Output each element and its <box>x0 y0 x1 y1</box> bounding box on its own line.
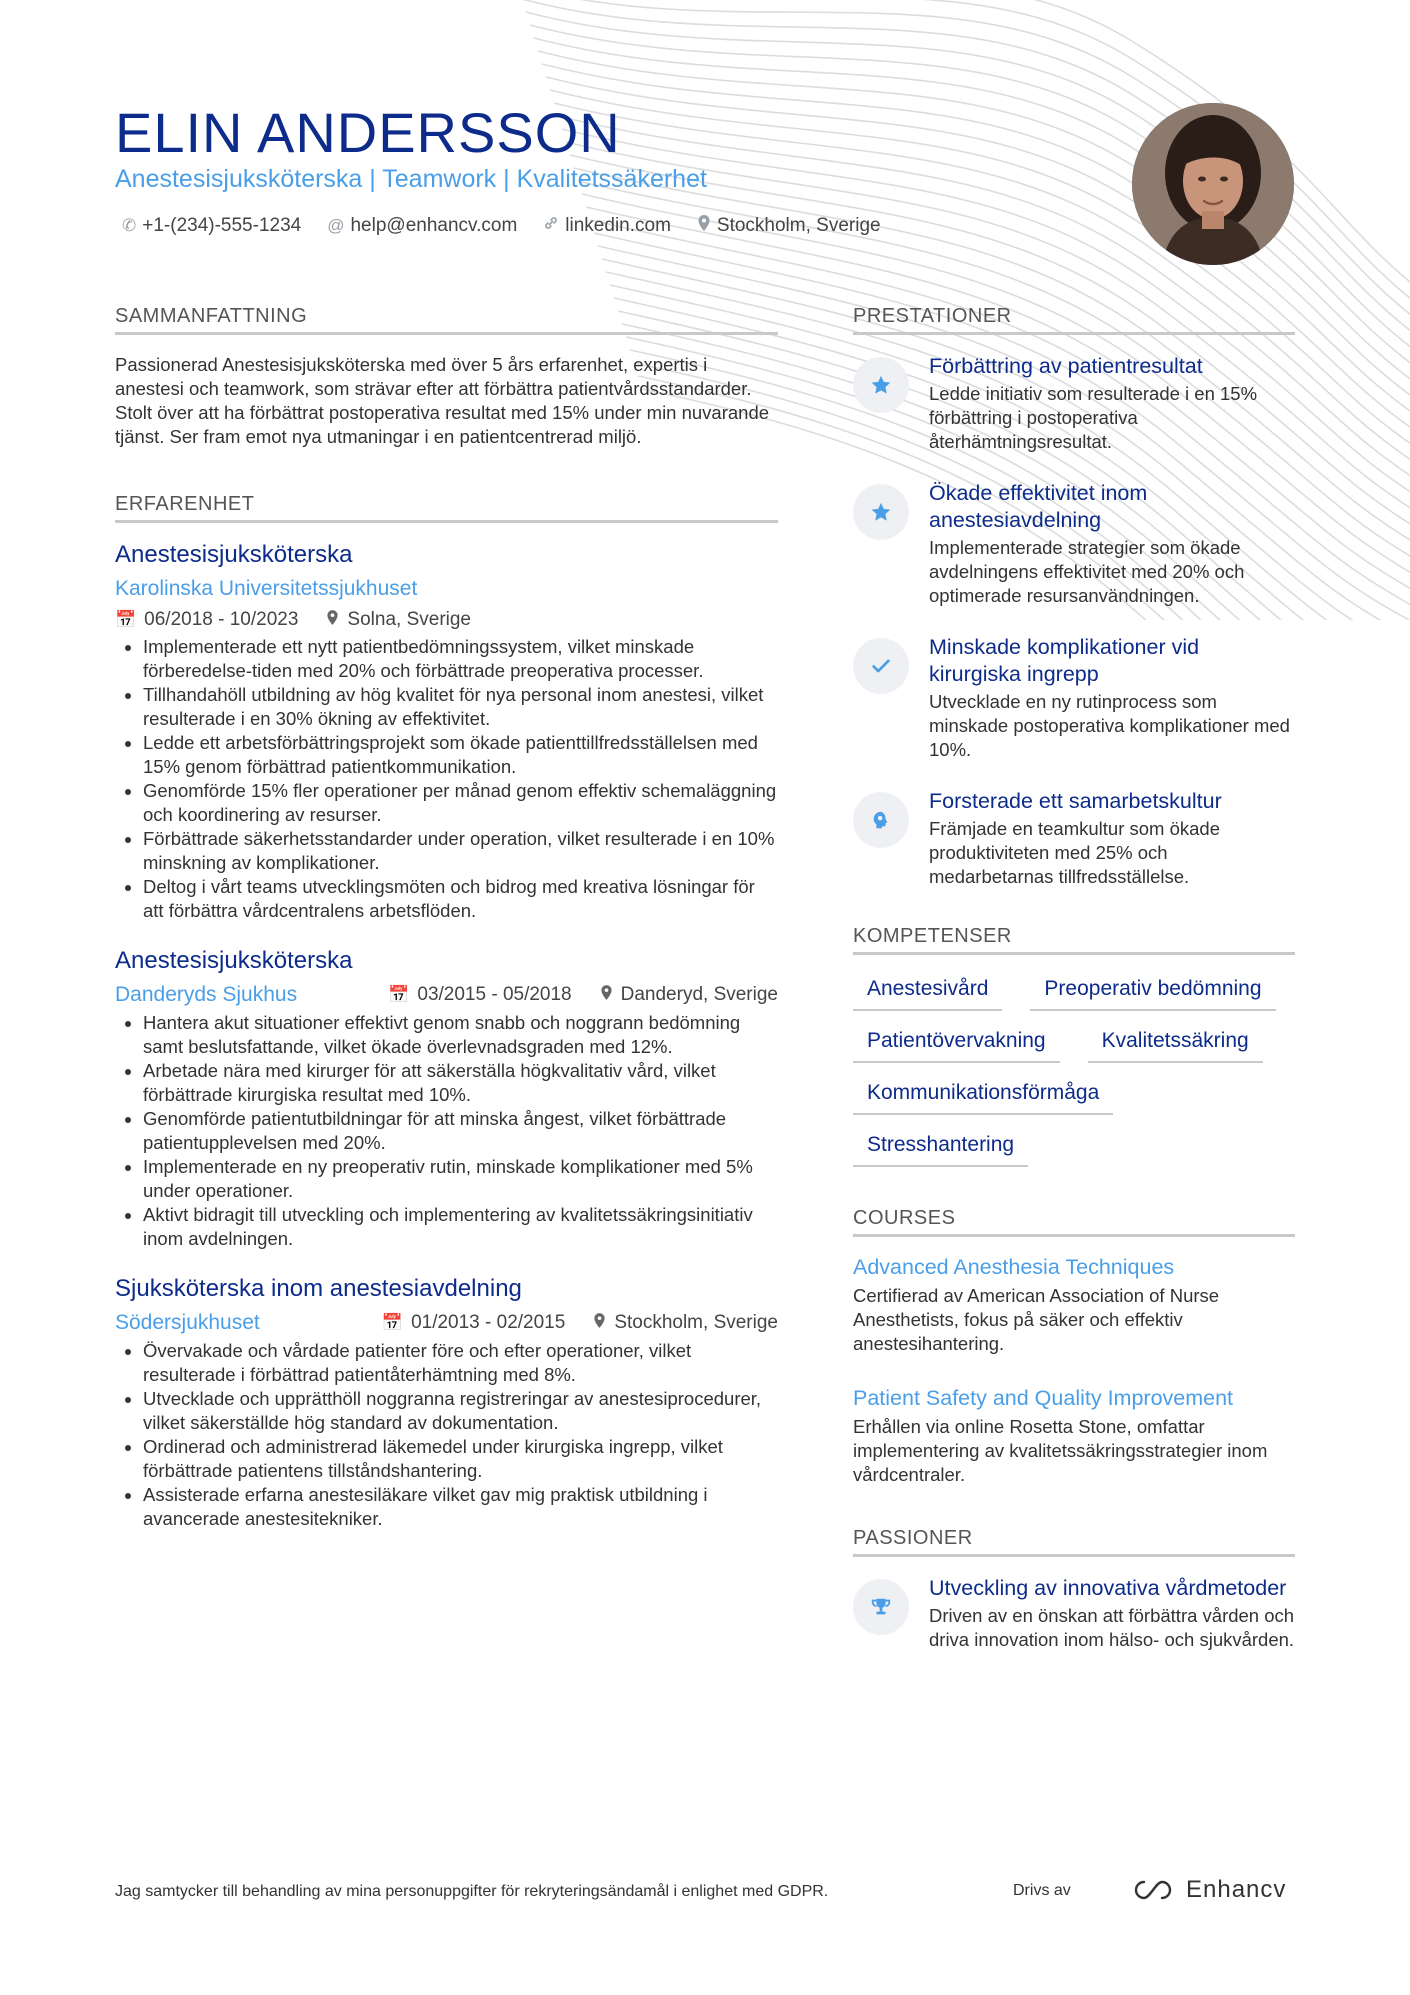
experience-heading: ERFARENHET <box>115 493 778 523</box>
job-bullet: • Aktivt bidragit till utveckling och implementering av kvalitetssäkringsinitiativ inom avdelningen. <box>143 1203 778 1251</box>
job-bullet: • Övervakade och vårdade patienter före och efter operationer, vilket resulterade i förbättrad patientåterhämtning med 8%. <box>143 1339 778 1387</box>
brand-name: Enhancv <box>1186 1876 1287 1903</box>
location-text: Solna, Sverige <box>347 609 471 630</box>
job-location <box>326 609 471 631</box>
item-title: Minskade komplikationer vid kirurgiska ingrepp <box>929 635 1200 686</box>
courses-list <box>853 1255 1295 1487</box>
job-title: Anestesisjuksköterska <box>115 541 353 568</box>
item-body <box>929 788 1295 889</box>
star-icon <box>853 357 909 413</box>
job-bullet: • Implementerade en ny preoperativ rutin, minskade komplikationer med 5% under operationer. <box>143 1155 778 1203</box>
passion-item <box>853 1575 1295 1652</box>
link-icon <box>543 215 559 236</box>
summary-heading: SAMMANFATTNING <box>115 305 778 335</box>
location-pin-icon <box>593 1312 606 1334</box>
linkedin-text: linkedin.com <box>565 214 671 236</box>
course-item <box>853 1386 1295 1487</box>
course-title: Patient Safety and Quality Improvement <box>853 1386 1234 1410</box>
calendar-icon: 📅 <box>115 610 137 629</box>
summary-text: Passionerad Anestesisjuksköterska med över 5 års erfarenhet, expertis i anestesi och teamwork, som strävar efter att förbättra patientvårdsstandarder. Stolt över att ha förbättrat postoperativa resultat med 15% under min nuvarande tjänst. Ser fram emot nya utmaningar i en patientcentrerad miljö. <box>115 354 770 447</box>
check-icon <box>853 638 909 694</box>
job-bullet: • Arbetade nära med kirurger för att säkerställa högkvalitativ vård, vilket förbättrade kirurgiska resultat med 10%. <box>143 1059 778 1107</box>
location-pin-icon <box>697 214 711 237</box>
contact-email[interactable] <box>327 214 517 237</box>
contact-location <box>697 214 881 237</box>
location-text: Danderyd, Sverige <box>620 984 778 1005</box>
infinity-icon <box>1130 1878 1176 1902</box>
job-bullet: • Förbättrade säkerhetsstandarder under operation, vilket resulterade i en 10% minskning av komplikationer. <box>143 827 778 875</box>
candidate-name: ELIN ANDERSSON <box>115 101 621 164</box>
skills-heading: KOMPETENSER <box>853 925 1295 955</box>
candidate-headline: Anestesisjuksköterska | Teamwork | Kvalitetssäkerhet <box>115 165 707 193</box>
item-title: Utveckling av innovativa vårdmetoder <box>929 1576 1287 1600</box>
job-title: Anestesisjuksköterska <box>115 947 353 974</box>
job-meta <box>115 983 778 1007</box>
calendar-icon: 📅 <box>388 985 410 1004</box>
job-bullets <box>115 635 778 923</box>
company-name: Södersjukhuset <box>115 1311 260 1334</box>
item-description: Ledde initiativ som resulterade i en 15% förbättring i postoperativa återhämtningsresultat. <box>929 383 1258 452</box>
passions-list <box>853 1575 1295 1652</box>
job-bullet: • Implementerade ett nytt patientbedömningssystem, vilket minskade förberedelse-tiden med 20% och förbättrade preoperativa processer. <box>143 635 778 683</box>
job-entry <box>115 947 778 1251</box>
item-title: Forsterade ett samarbetskultur <box>929 789 1222 813</box>
item-description: Utvecklade en ny rutinprocess som minskade postoperativa komplikationer med 10%. <box>929 691 1290 760</box>
gdpr-consent: Jag samtycker till behandling av mina personuppgifter för rekryteringsändamål i enlighet med GDPR. <box>115 1883 829 1900</box>
job-dates <box>388 984 571 1006</box>
job-bullets <box>115 1339 778 1531</box>
dates-text: 06/2018 - 10/2023 <box>144 609 299 630</box>
job-meta <box>115 609 778 631</box>
courses-heading: COURSES <box>853 1207 1295 1237</box>
job-bullet: • Hantera akut situationer effektivt genom snabb och noggrann bedömning samt beslutsfattande, vilket ökade överlevnadsgraden med 12%. <box>143 1011 778 1059</box>
job-bullets <box>115 1011 778 1251</box>
brand-logo[interactable] <box>1130 1876 1286 1904</box>
dates-text: 01/2013 - 02/2015 <box>411 1312 566 1333</box>
at-icon: @ <box>327 215 345 235</box>
course-description: Erhållen via online Rosetta Stone, omfattar implementering av kvalitetssäkringsstrategier inom vårdcentraler. <box>853 1416 1268 1485</box>
phone-text: +1-(234)-555-1234 <box>142 214 302 236</box>
course-item <box>853 1255 1295 1356</box>
company-name: Danderyds Sjukhus <box>115 983 298 1006</box>
right-column <box>853 305 1295 1678</box>
item-description: Implementerade strategier som ökade avdelningens effektivitet med 20% och optimerade resursanvändningen. <box>929 537 1245 606</box>
company-name: Karolinska Universitetssjukhuset <box>115 577 418 600</box>
dates-text: 03/2015 - 05/2018 <box>417 984 572 1005</box>
calendar-icon: 📅 <box>381 1313 404 1332</box>
contact-phone[interactable] <box>122 214 301 237</box>
achievement-item <box>853 634 1295 762</box>
course-title: Advanced Anesthesia Techniques <box>853 1255 1175 1279</box>
item-description: Driven av en önskan att förbättra vården och driva innovation inom hälso- och sjukvården. <box>929 1605 1295 1650</box>
job-bullet: • Utvecklade och upprätthöll noggranna registreringar av anestesiprocedurer, vilket säkerställde hög standard av dokumentation. <box>143 1387 778 1435</box>
skill-tag: Kvalitetssäkring <box>1088 1025 1263 1063</box>
skill-tag: Stresshantering <box>853 1129 1028 1167</box>
profile-photo <box>1132 103 1294 265</box>
achievement-item <box>853 480 1295 608</box>
skill-tag: Anestesivård <box>853 973 1002 1011</box>
job-bullet: • Assisterade erfarna anestesiläkare vilket gav mig praktisk utbildning i avancerade anestesitekniker. <box>143 1483 778 1531</box>
skill-tag: Kommunikationsförmåga <box>853 1077 1113 1115</box>
job-dates <box>382 1312 565 1334</box>
item-title: Förbättring av patientresultat <box>929 354 1203 378</box>
job-bullet: • Ordinerad och administrerad läkemedel under kirurgiska ingrepp, vilket förbättrade patientens tillståndshantering. <box>143 1435 778 1483</box>
left-column <box>115 305 778 1555</box>
skills-list <box>853 973 1295 1167</box>
email-text: help@enhancv.com <box>350 214 518 236</box>
achievements-heading: PRESTATIONER <box>853 305 1295 335</box>
job-bullet: • Ledde ett arbetsförbättringsprojekt som ökade patienttillfredsställelsen med 15% genom förbättrad patientkommunikation. <box>143 731 778 779</box>
skill-tag: Patientövervakning <box>853 1025 1060 1063</box>
location-pin-icon <box>600 984 613 1006</box>
job-bullet: • Tillhandahöll utbildning av hög kvalitet för nya personal inom anestesi, vilket resulterade i en 30% ökning av effektivitet. <box>143 683 778 731</box>
location-text: Stockholm, Sverige <box>716 214 881 236</box>
job-entry <box>115 1275 778 1531</box>
job-bullet: • Deltog i vårt teams utvecklingsmöten och bidrog med kreativa lösningar för att förbättra vårdcentralens arbetsflöden. <box>143 875 778 923</box>
job-bullet: • Genomförde 15% fler operationer per månad genom effektiv schemaläggning och koordinering av resurser. <box>143 779 778 827</box>
trophy-icon <box>853 1579 909 1635</box>
job-dates <box>115 609 298 631</box>
contact-linkedin[interactable] <box>543 214 671 237</box>
star-icon <box>853 484 909 540</box>
job-entry <box>115 541 778 923</box>
powered-by-label: Drivs av <box>1013 1882 1071 1899</box>
location-text: Stockholm, Sverige <box>614 1312 778 1333</box>
item-description: Främjade en teamkultur som ökade produktiviteten med 25% och medarbetarnas tillfredsställelse. <box>929 818 1220 887</box>
job-meta <box>115 1311 778 1335</box>
achievement-item <box>853 788 1295 889</box>
achievement-item <box>853 353 1295 454</box>
item-body <box>929 634 1295 762</box>
phone-icon: ✆ <box>122 215 137 235</box>
passions-heading: PASSIONER <box>853 1527 1295 1557</box>
item-body <box>929 1575 1295 1652</box>
job-bullet: • Genomförde patientutbildningar för att minska ångest, vilket förbättrade patientupplevelsen med 20%. <box>143 1107 778 1155</box>
achievements-list <box>853 353 1295 889</box>
item-body <box>929 480 1295 608</box>
brain-icon <box>853 792 909 848</box>
item-title: Ökade effektivitet inom anestesiavdelning <box>929 481 1148 532</box>
job-title: Sjuksköterska inom anestesiavdelning <box>115 1275 522 1302</box>
item-body <box>929 353 1295 454</box>
contact-bar <box>122 214 881 237</box>
skill-tag: Preoperativ bedömning <box>1030 973 1275 1011</box>
location-pin-icon <box>326 609 339 631</box>
course-description: Certifierad av American Association of Nurse Anesthetists, fokus på säker och effektiv anestesihantering. <box>853 1285 1220 1354</box>
job-location <box>600 984 778 1006</box>
job-location <box>593 1312 778 1334</box>
